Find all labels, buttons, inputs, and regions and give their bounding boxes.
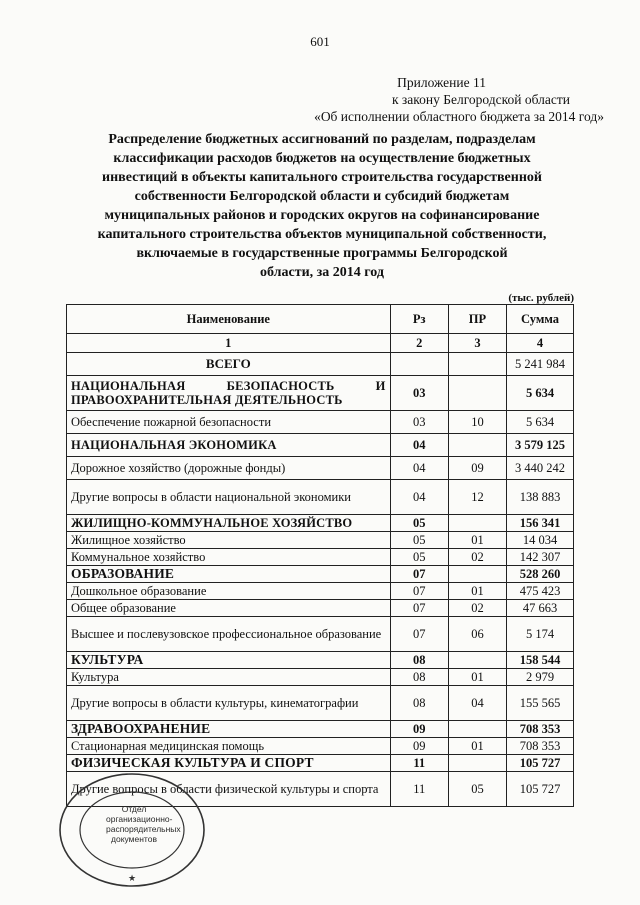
cell-rz: 09 — [390, 738, 448, 755]
appendix-reference — [264, 74, 604, 125]
stamp-line: организационно- — [106, 814, 173, 824]
title-line: инвестиций в объекты капитального строительства государственной — [102, 170, 542, 185]
cell-name: Другие вопросы в области национальной экономики — [67, 480, 391, 515]
table-total-row — [67, 353, 574, 376]
cell-pr: 01 — [448, 738, 506, 755]
title-line: области, за 2014 год — [260, 265, 384, 280]
table-row — [67, 600, 574, 617]
cell-name: Другие вопросы в области культуры, кинематографии — [67, 686, 391, 721]
index-1: 1 — [67, 334, 391, 353]
cell-rz: 07 — [390, 566, 448, 583]
cell-sum: 3 579 125 — [507, 434, 574, 457]
cell-sum: 158 544 — [507, 652, 574, 669]
cell-pr — [448, 566, 506, 583]
cell-name: Жилищное хозяйство — [67, 532, 391, 549]
cell-pr: 01 — [448, 532, 506, 549]
page-number: 601 — [310, 34, 330, 49]
svg-text:★: ★ — [127, 873, 137, 883]
cell-pr: 10 — [448, 411, 506, 434]
table-row — [67, 457, 574, 480]
cell-sum: 3 440 242 — [507, 457, 574, 480]
appendix-law: к закону Белгородской области — [392, 92, 570, 107]
cell-pr: 01 — [448, 669, 506, 686]
table-section-row — [67, 652, 574, 669]
cell-pr — [448, 353, 506, 376]
cell-name: ФИЗИЧЕСКАЯ КУЛЬТУРА И СПОРТ — [67, 755, 391, 772]
table-row — [67, 772, 574, 807]
cell-sum: 5 174 — [507, 617, 574, 652]
cell-pr — [448, 515, 506, 532]
table-row — [67, 617, 574, 652]
table-row — [67, 738, 574, 755]
cell-rz: 05 — [390, 515, 448, 532]
cell-sum: 14 034 — [507, 532, 574, 549]
cell-rz: 07 — [390, 617, 448, 652]
appendix-law-name: «Об исполнении областного бюджета за 2014 год» — [314, 109, 604, 124]
header-rz: Рз — [390, 305, 448, 334]
cell-name: Высшее и послевузовское профессиональное образование — [67, 617, 391, 652]
table-header-row — [67, 305, 574, 334]
cell-rz: 09 — [390, 721, 448, 738]
table-section-row — [67, 434, 574, 457]
cell-name: Культура — [67, 669, 391, 686]
table-row — [67, 686, 574, 721]
cell-pr: 06 — [448, 617, 506, 652]
cell-sum: 138 883 — [507, 480, 574, 515]
table-row — [67, 480, 574, 515]
cell-name: Коммунальное хозяйство — [67, 549, 391, 566]
header-pr: ПР — [448, 305, 506, 334]
index-4: 4 — [507, 334, 574, 353]
cell-sum: 155 565 — [507, 686, 574, 721]
cell-rz: 03 — [390, 411, 448, 434]
cell-name: ЗДРАВООХРАНЕНИЕ — [67, 721, 391, 738]
cell-name: ОБРАЗОВАНИЕ — [67, 566, 391, 583]
title-line: муниципальных районов и городских округов на софинансирование — [104, 208, 540, 223]
cell-pr: 02 — [448, 600, 506, 617]
cell-name: НАЦИОНАЛЬНАЯ БЕЗОПАСНОСТЬ И ПРАВООХРАНИТЕЛЬНАЯ ДЕЯТЕЛЬНОСТЬ — [67, 376, 391, 411]
table-section-row — [67, 376, 574, 411]
cell-name: Обеспечение пожарной безопасности — [67, 411, 391, 434]
cell-rz: 08 — [390, 652, 448, 669]
unit-label: (тыс. рублей) — [508, 292, 574, 304]
cell-name: Дошкольное образование — [67, 583, 391, 600]
budget-table — [66, 304, 574, 807]
cell-rz: 04 — [390, 457, 448, 480]
cell-rz: 04 — [390, 480, 448, 515]
cell-rz — [390, 353, 448, 376]
table-body — [67, 353, 574, 807]
stamp-text — [106, 804, 181, 844]
cell-pr: 04 — [448, 686, 506, 721]
table-section-row — [67, 566, 574, 583]
cell-sum: 5 241 984 — [507, 353, 574, 376]
cell-pr — [448, 652, 506, 669]
cell-pr: 12 — [448, 480, 506, 515]
cell-rz: 05 — [390, 549, 448, 566]
cell-sum: 105 727 — [507, 755, 574, 772]
cell-pr — [448, 755, 506, 772]
title-line: Распределение бюджетных ассигнований по разделам, подразделам — [108, 132, 536, 147]
cell-name: Дорожное хозяйство (дорожные фонды) — [67, 457, 391, 480]
table-row — [67, 669, 574, 686]
cell-rz: 11 — [390, 772, 448, 807]
cell-rz: 08 — [390, 669, 448, 686]
title-line: собственности Белгородской области и субсидий бюджетам — [134, 189, 510, 204]
cell-rz: 05 — [390, 532, 448, 549]
cell-sum: 5 634 — [507, 376, 574, 411]
cell-name: Общее образование — [67, 600, 391, 617]
table-section-row — [67, 755, 574, 772]
cell-name: ВСЕГО — [67, 353, 391, 376]
document-title — [72, 130, 572, 282]
cell-rz: 08 — [390, 686, 448, 721]
cell-pr: 05 — [448, 772, 506, 807]
table-row — [67, 583, 574, 600]
appendix-title: Приложение 11 — [397, 75, 486, 90]
table-row — [67, 532, 574, 549]
cell-rz: 07 — [390, 600, 448, 617]
table-index-row — [67, 334, 574, 353]
cell-name: Другие вопросы в области физической культуры и спорта — [67, 772, 391, 807]
cell-sum: 142 307 — [507, 549, 574, 566]
title-line: классификации расходов бюджетов на осуществление бюджетных — [113, 151, 531, 166]
title-line: капитального строительства объектов муниципальной собственности, — [97, 227, 547, 242]
index-3: 3 — [448, 334, 506, 353]
cell-pr: 02 — [448, 549, 506, 566]
table-section-row — [67, 721, 574, 738]
cell-rz: 11 — [390, 755, 448, 772]
cell-sum: 2 979 — [507, 669, 574, 686]
cell-sum: 5 634 — [507, 411, 574, 434]
cell-sum: 47 663 — [507, 600, 574, 617]
header-name: Наименование — [67, 305, 391, 334]
table-section-row — [67, 515, 574, 532]
header-sum: Сумма — [507, 305, 574, 334]
cell-sum: 156 341 — [507, 515, 574, 532]
cell-sum: 528 260 — [507, 566, 574, 583]
cell-sum: 708 353 — [507, 721, 574, 738]
cell-name: Стационарная медицинская помощь — [67, 738, 391, 755]
cell-sum: 708 353 — [507, 738, 574, 755]
cell-rz: 04 — [390, 434, 448, 457]
cell-pr — [448, 721, 506, 738]
table-row — [67, 549, 574, 566]
cell-rz: 07 — [390, 583, 448, 600]
cell-pr — [448, 434, 506, 457]
cell-pr: 09 — [448, 457, 506, 480]
cell-name: ЖИЛИЩНО-КОММУНАЛЬНОЕ ХОЗЯЙСТВО — [67, 515, 391, 532]
stamp-line: документов — [111, 834, 157, 844]
stamp-line: распорядительных — [106, 824, 181, 834]
stamp-line: Отдел — [121, 804, 147, 814]
table-row — [67, 411, 574, 434]
cell-sum: 475 423 — [507, 583, 574, 600]
title-line: включаемые в государственные программы Белгородской — [136, 246, 508, 261]
cell-pr — [448, 376, 506, 411]
cell-pr: 01 — [448, 583, 506, 600]
cell-rz: 03 — [390, 376, 448, 411]
cell-name: КУЛЬТУРА — [67, 652, 391, 669]
index-2: 2 — [390, 334, 448, 353]
cell-sum: 105 727 — [507, 772, 574, 807]
cell-name: НАЦИОНАЛЬНАЯ ЭКОНОМИКА — [67, 434, 391, 457]
